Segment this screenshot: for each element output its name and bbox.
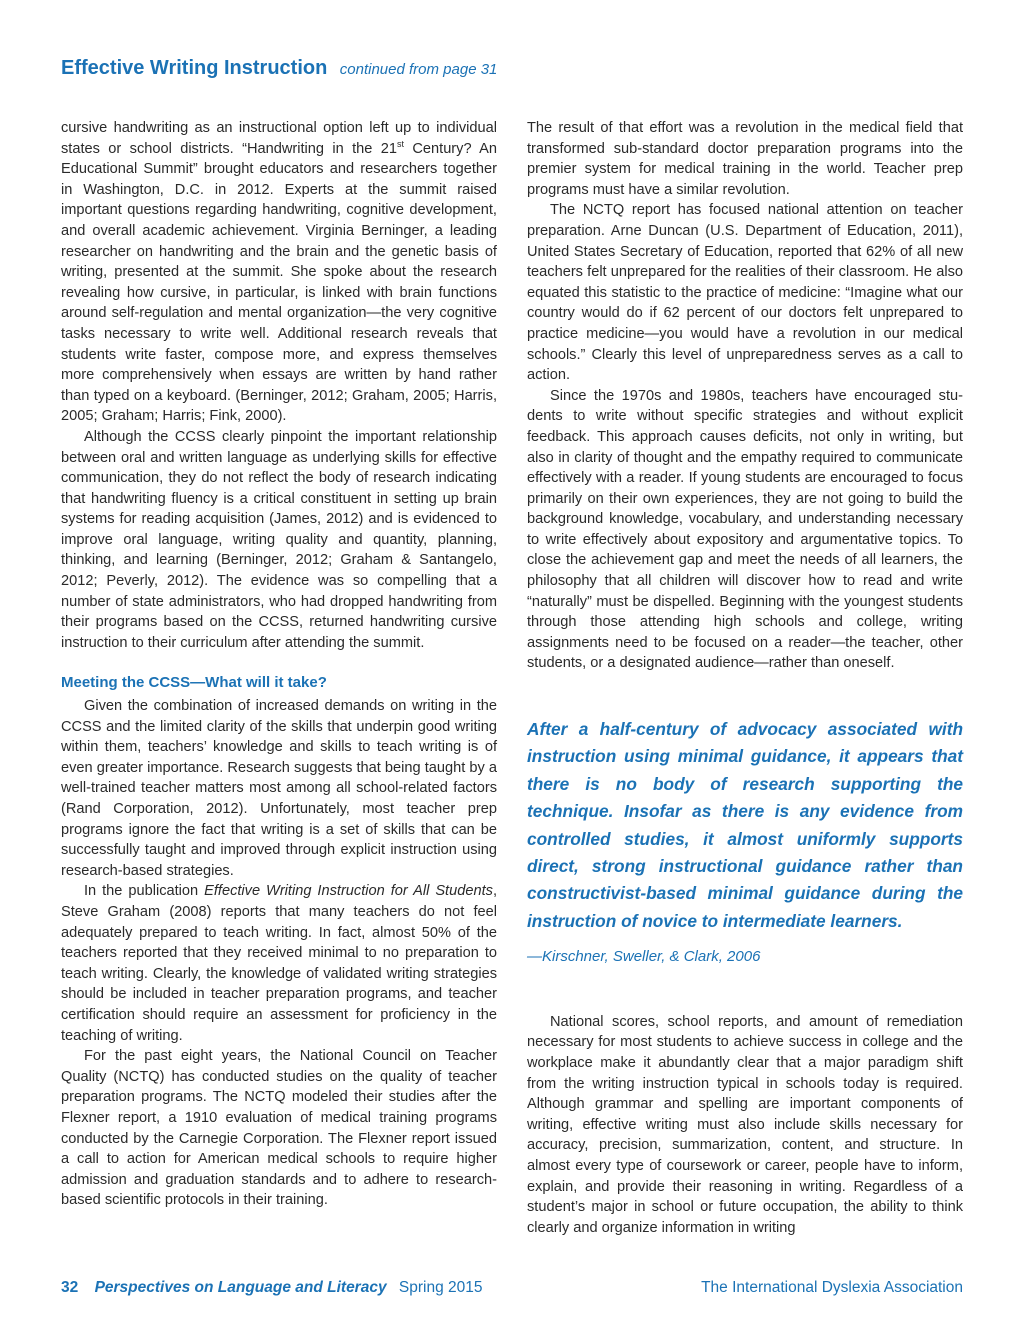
body-paragraph: For the past eight years, the National Council on Teacher Quality (NCTQ) has conducted studies on the quality of teacher preparation programs. The NCTQ modeled their studies after the Flexner report, a 1910 evaluation of medical training programs conducted by the Carnegie Corporation. The Flexner report issued a call to action for American medical schools to require higher admission and graduation standards and to adhere to research-based scientific protocols in their training. bbox=[61, 1048, 497, 1209]
page-header bbox=[61, 57, 497, 80]
body-paragraph: The result of that effort was a revolution in the medical field that transformed sub-standard doctor preparation programs into the premier system for medical training in the world. Teacher prep programs must have a similar revolution. bbox=[527, 120, 963, 198]
body-paragraph: Although the CCSS clearly pinpoint the important relationship between oral and written language as underlying skills for effective communication, they do not reflect the body of research indicating that handwriting fluency is a critical constituent in setting up brain systems for reading acquisition (James, 2012) and is evidenced to improve oral language, writing quality and quantity, planning, thinking, and learning (Berninger, 2012; Graham & Santangelo, 2012; Peverly, 2012). The evidence was so compelling that a number of state administrators, who had dropped handwriting from their programs based on the CCSS, returned handwriting cursive instruction to their curriculum after attending the summit. bbox=[61, 428, 497, 651]
page-number: 32 bbox=[61, 1279, 79, 1296]
body-paragraph: Since the 1970s and 1980s, teachers have encouraged students to write without specific strategies and without explicit feedback. This approach causes deficits, not only in writing, but also in clarity of thought and the empathy required to communicate effectively with a reader. If young students are encouraged to focus primarily on their own experiences, they are not going to build the background knowledge, vocabulary, and understanding necessary to write effectively about expository and argumentative topics. To close the achievement gap and meet the needs of all learners, the philosophy that all children will discover how to read and write “naturally” must be dispelled. Beginning with the youngest students through those attending high schools and college, writing assignments need to be focused on a reader—the teacher, other students, or a designated audience—rather than oneself. bbox=[527, 387, 963, 672]
paragraph-text: In the publication bbox=[84, 883, 205, 900]
publication-name: Perspectives on Language and Literacy bbox=[94, 1279, 387, 1296]
page-footer bbox=[61, 1279, 963, 1297]
paragraph-text: Century? An Educational Summit” brought educators and researchers together in Washington, D.C. in 2012. Experts at the summit raised important questions regarding handwriting, cognitive development, and overall academic achievement. Virginia Berninger, a leading researcher on handwriting and the brain and the genetic basis of writing, presented at the summit. She spoke about the research revealing how cursive, in particular, is linked with brain functions around self-regulation and mental organization—the very cognitive tasks necessary to write well. Additional research reveals that students write faster, compose more, and express themselves more comprehensively when essays are written by hand rather than typed on a keyboard. (Berninger, 2012; Graham, 2005; Harris, 2005; Graham; Harris; Fink, 2000). bbox=[61, 140, 497, 425]
body-paragraph: The NCTQ report has focused national attention on teacher preparation. Arne Duncan (U.S. Department of Education, 2011), United States Secretary of Education, reported that 62% of all new teachers felt unprepared for the realities of their classroom. He also equated this statistic to the practice of medicine: “Imagine what our country would do if 62 percent of our doctors felt unprepared to practice medicine—you would have a revolution in our medical schools.” Clearly this level of unpreparedness serves as a call to action. bbox=[527, 202, 963, 384]
continued-note: continued from page 31 bbox=[339, 61, 498, 78]
issue-date: Spring 2015 bbox=[398, 1279, 483, 1296]
body-paragraph bbox=[61, 118, 497, 427]
right-column bbox=[527, 118, 963, 1238]
article-title: Effective Writing Instruction bbox=[61, 57, 328, 79]
body-paragraph: Given the combination of increased demands on writing in the CCSS and the limited clarity of the skills that underpin good writing within them, teachers’ knowledge and skills to teach writing is of even greater importance. Research suggests that being taught by a well-trained teacher matters most among all school-related factors (Rand Corporation, 2012). Unfortunately, most teacher prep programs ignore the fact that writing is a set of skills that can be successfully taught and improved through explicit instruction using research-based strategies. bbox=[61, 698, 497, 879]
pull-quote-text: After a half-century of advocacy associated with instruction using minimal guidance, it appears that there is no body of research supporting the technique. Insofar as there is any evidence from controlled studies, it almost uniformly supports direct, strong instructional guidance rather than constructivist-based minimal guidance during the instruction of novice to intermediate learners. bbox=[527, 719, 963, 931]
pull-quote bbox=[527, 716, 963, 968]
body-paragraph: National scores, school reports, and amount of remediation necessary for most students to achieve success in college and the workplace make it abundantly clear that a major paradigm shift from the writing instruction typical in schools today is required. Although grammar and spelling are important components of writing, effective writing must also include skills necessary for accuracy, precision, summarization, content, and structure. In almost every type of coursework or career, people have to inform, explain, and provide their reasoning in writing. Regardless of a student’s major in school or future occupation, the ability to think clearly and organize information in writing bbox=[527, 1013, 963, 1236]
organization-name: The International Dyslexia Association bbox=[701, 1279, 963, 1296]
pull-quote-attribution: —Kirschner, Sweller, & Clark, 2006 bbox=[527, 948, 761, 966]
left-column bbox=[61, 118, 497, 1211]
section-heading: Meeting the CCSS—What will it take? bbox=[61, 674, 327, 692]
publication-title: Effective Writing Instruction for All Students bbox=[204, 883, 493, 900]
superscript: st bbox=[396, 138, 404, 149]
paragraph-text: cursive handwriting as an instructional option left up to individual states or school districts. “Handwriting in the 21 bbox=[61, 120, 497, 157]
paragraph-text: , Steve Graham (2008) reports that many teachers do not feel adequately prepared to teach writing. In fact, almost 50% of the teachers reported that they received minimal to no preparation to teach writing. Clearly, the knowledge of validated writing strategies should be included in teacher preparation programs, and teacher certification should require an assessment for proficiency in the teaching of writing. bbox=[61, 883, 497, 1044]
body-paragraph bbox=[61, 881, 497, 1046]
